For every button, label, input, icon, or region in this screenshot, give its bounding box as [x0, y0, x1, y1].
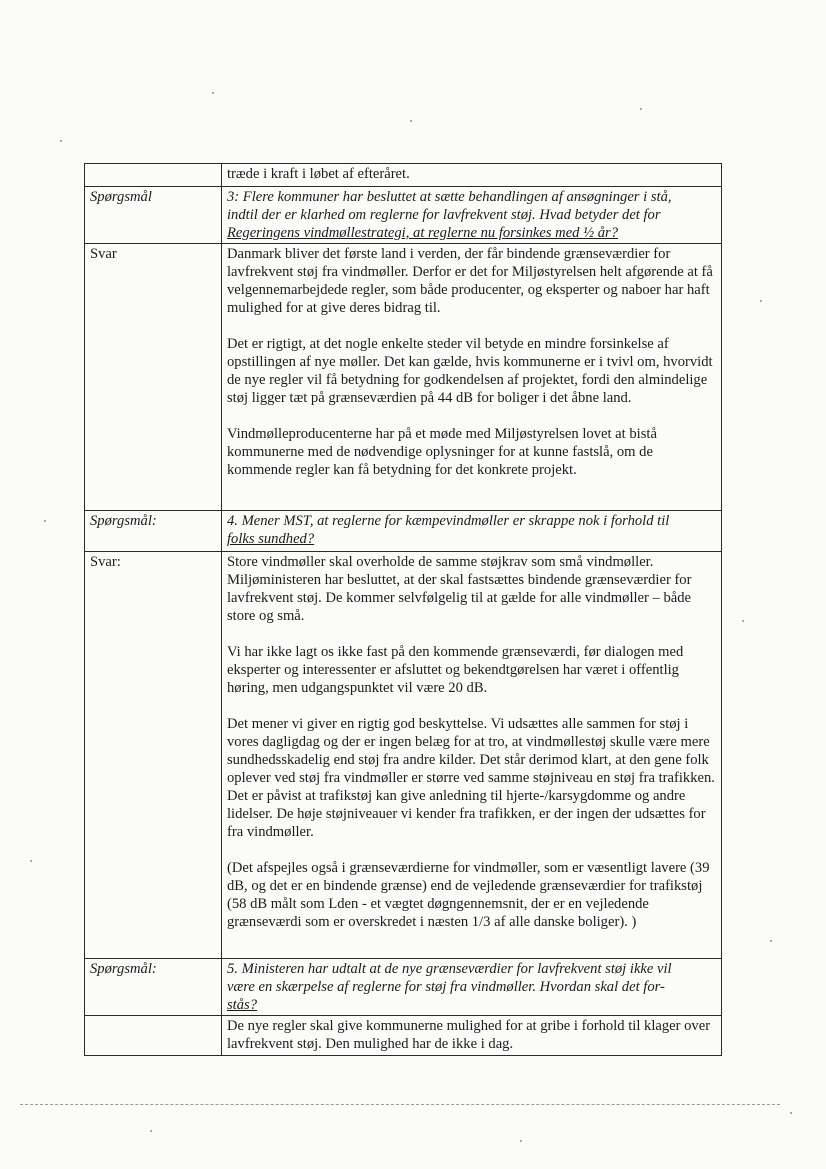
- answer-paragraph: Det mener vi giver en rigtig god beskyttelse. Vi udsættes alle sammen for støj i vores dagligdag og der er ingen belæg for at tro, at vindmøllestøj skulle være mere sundhedsskadelig end støj fra andre kilder. Det står derimod klart, at den gene folk oplever ved støj fra vindmøller er større ved samme støjniveau en støj fra trafikken. Det er påvist at trafikstøj kan give anledning til hjerte-/karsygdomme og andre lidelser. De høje støjniveauer vi kender fra trafikken, er der ingen der udsættes for fra vindmøller.: [227, 716, 715, 840]
- question-label: Spørgsmål:: [85, 959, 222, 1016]
- answer-paragraph: Det er rigtigt, at det nogle enkelte steder vil betyde en mindre forsinkelse af opstillingen af nye møller. Det kan gælde, hvis kommunerne er i tvivl om, hvorvidt de nye regler vil få betydning for godkendelsen af projektet, fordi den almindelige støj ligger tæt på grænseværdien på 44 dB for boliger i det åbne land.: [227, 336, 713, 406]
- answer-3: [222, 244, 722, 511]
- question-line: folks sundhed?: [227, 531, 315, 547]
- answer-5: [222, 1016, 722, 1056]
- table-row: [85, 244, 722, 511]
- question-label: Spørgsmål: [85, 187, 222, 244]
- scan-speck: [520, 1140, 522, 1142]
- question-line: indtil der er klarhed om reglerne for lavfrekvent støj. Hvad betyder det for: [227, 207, 661, 223]
- qa-table: [84, 163, 722, 1056]
- scan-speck: [760, 300, 762, 302]
- scan-speck: [410, 120, 412, 122]
- question-line: 4. Mener MST, at reglerne for kæmpevindmøller er skrappe nok i forhold til: [227, 513, 670, 529]
- question-line: være en skærpelse af reglerne for støj fra vindmøller. Hvordan skal det for-: [227, 979, 665, 995]
- scan-speck: [44, 520, 46, 522]
- question-label: Spørgsmål:: [85, 511, 222, 552]
- table-row: [85, 511, 722, 552]
- answer-paragraph: De nye regler skal give kommunerne mulighed for at gribe i forhold til klager over lavfrekvent støj. Den mulighed har de ikke i dag.: [227, 1018, 711, 1052]
- scan-speck: [30, 860, 32, 862]
- answer-paragraph: Store vindmøller skal overholde de samme støjkrav som små vindmøller. Miljøministeren har besluttet, at der skal fastsættes bindende grænseværdier for lavfrekvent støj. De kommer selvfølgelig til at gælde for alle vindmøller – både store og små.: [227, 554, 692, 624]
- answer-paragraph: (Det afspejles også i grænseværdierne for vindmøller, som er væsentligt lavere (39 dB, og det er en bindende grænse) end de vejledende grænseværdier for trafikstøj (58 dB målt som Lden - et vægtet døgngennemsnit, der er en vejledende grænseværdi som er overskredet i næsten 1/3 af alle danske boliger). ): [227, 860, 710, 930]
- question-line: 5. Ministeren har udtalt at de nye grænseværdier for lavfrekvent støj ikke vil: [227, 961, 672, 977]
- answer-paragraph: Vindmølleproducenterne har på et møde med Miljøstyrelsen lovet at bistå kommunerne med de nødvendige oplysninger for at kunne fastslå, om de kommende regler kan få betydning for det konkrete projekt.: [227, 426, 657, 478]
- answer-label: Svar:: [85, 552, 222, 959]
- row-label: [85, 164, 222, 187]
- answer-4: [222, 552, 722, 959]
- table-row: [85, 1016, 722, 1056]
- question-4: [222, 511, 722, 552]
- question-line: Regeringens vindmøllestrategi, at reglerne nu forsinkes med ½ år?: [227, 225, 618, 241]
- answer-paragraph: Danmark bliver det første land i verden, der får bindende grænseværdier for lavfrekvent støj fra vindmøller. Derfor er det for Miljøstyrelsen helt afgørende at få velgennemarbejdede regler, som både producenter, og eksperter og naboer har haft mulighed for at give deres bidrag til.: [227, 246, 713, 316]
- answer-paragraph: Vi har ikke lagt os ikke fast på den kommende grænseværdi, før dialogen med eksperter og interessenter er afsluttet og bekendtgørelsen har været i offentlig høring, men udgangspunktet vil være 20 dB.: [227, 644, 684, 696]
- table-row: [85, 187, 722, 244]
- table-row: [85, 552, 722, 959]
- scan-speck: [790, 1112, 792, 1114]
- scan-speck: [770, 940, 772, 942]
- answer-label: Svar: [85, 244, 222, 511]
- table-row: [85, 164, 722, 187]
- scan-speck: [640, 108, 642, 110]
- scan-speck: [150, 1130, 152, 1132]
- continued-answer-text: træde i kraft i løbet af efteråret.: [222, 164, 722, 187]
- scan-speck: [212, 92, 214, 94]
- answer-label: [85, 1016, 222, 1056]
- question-line: stås?: [227, 997, 258, 1013]
- table-row: [85, 959, 722, 1016]
- question-5: [222, 959, 722, 1016]
- question-line: 3: Flere kommuner har besluttet at sætte behandlingen af ansøgninger i stå,: [227, 189, 672, 205]
- scan-speck: [60, 140, 62, 142]
- question-3: [222, 187, 722, 244]
- scan-artifact-line: [20, 1104, 780, 1105]
- scan-speck: [742, 620, 744, 622]
